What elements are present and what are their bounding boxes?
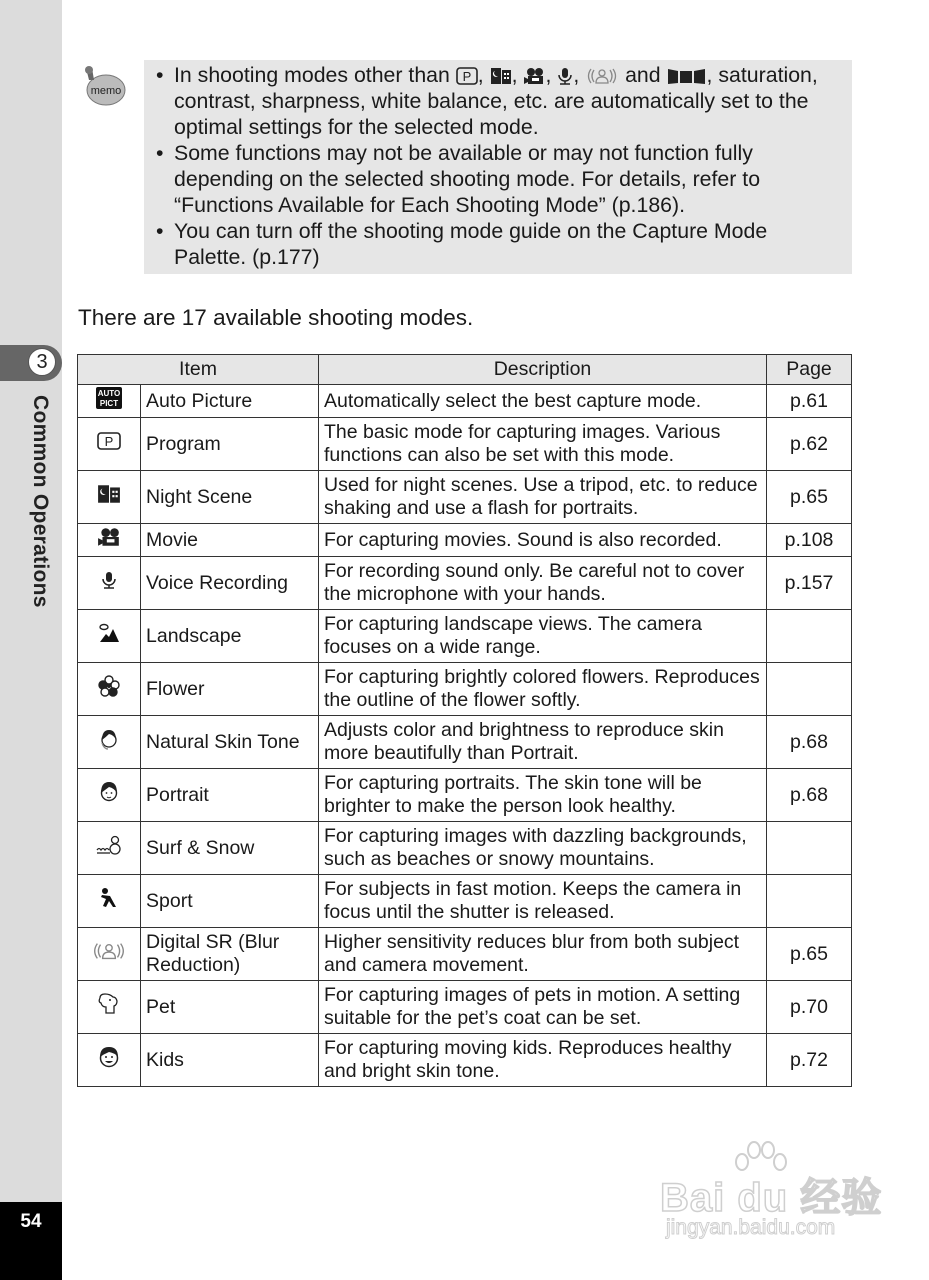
page-reference bbox=[767, 663, 852, 716]
surf-snow-icon bbox=[96, 834, 122, 856]
mode-name: Pet bbox=[141, 981, 319, 1034]
pet-icon bbox=[97, 993, 121, 1015]
memo-bullet-1: • In shooting modes other than P , , , , and , saturation, contrast, sharpness, white balance, etc. are automatically set to the optimal settings for the selected mode. bbox=[154, 62, 844, 140]
mode-description: For subjects in fast motion. Keeps the camera in focus until the shutter is released. bbox=[319, 875, 767, 928]
mode-name: Surf & Snow bbox=[141, 822, 319, 875]
portrait-icon bbox=[99, 781, 119, 803]
natural-skin-tone-icon bbox=[99, 728, 119, 750]
night-scene-icon bbox=[97, 484, 121, 504]
svg-text:PICT: PICT bbox=[99, 399, 119, 408]
digital-sr-icon bbox=[585, 67, 619, 85]
table-row bbox=[78, 981, 852, 1034]
memo-icon bbox=[82, 66, 126, 108]
page-reference[interactable]: p.65 bbox=[767, 471, 852, 524]
table-row bbox=[78, 822, 852, 875]
header-page: Page bbox=[767, 355, 852, 385]
memo-bullet-3: • You can turn off the shooting mode guide on the Capture Mode Palette. (p.177) bbox=[154, 218, 844, 270]
header-description: Description bbox=[319, 355, 767, 385]
table-row bbox=[78, 610, 852, 663]
baidu-watermark bbox=[660, 1140, 890, 1250]
sport-icon bbox=[98, 887, 120, 909]
program-mode-icon bbox=[456, 67, 478, 85]
watermark-url: jingyan.baidu.com bbox=[666, 1216, 836, 1239]
table-row bbox=[78, 663, 852, 716]
mode-description: Adjusts color and brightness to reproduce skin more beautifully than Portrait. bbox=[319, 716, 767, 769]
page-reference bbox=[767, 822, 852, 875]
table-row bbox=[78, 769, 852, 822]
shooting-modes-table bbox=[77, 354, 852, 1087]
page-reference[interactable]: p.68 bbox=[767, 769, 852, 822]
header-item: Item bbox=[78, 355, 319, 385]
mode-name: Kids bbox=[141, 1034, 319, 1087]
mode-name: Landscape bbox=[141, 610, 319, 663]
table-row bbox=[78, 418, 852, 471]
kids-icon bbox=[98, 1046, 120, 1068]
page-reference[interactable]: p.72 bbox=[767, 1034, 852, 1087]
mode-description: For capturing portraits. The skin tone will be brighter to make the person look healthy. bbox=[319, 769, 767, 822]
mode-name: Natural Skin Tone bbox=[141, 716, 319, 769]
chapter-number: 3 bbox=[28, 348, 56, 376]
watermark-brand: Bai du 经验 bbox=[660, 1176, 883, 1220]
movie-icon bbox=[523, 67, 545, 85]
flower-icon bbox=[98, 675, 120, 697]
movie-icon bbox=[97, 527, 121, 547]
mode-description: For capturing movies. Sound is also recorded. bbox=[319, 524, 767, 557]
page-reference bbox=[767, 610, 852, 663]
mode-description: Automatically select the best capture mode. bbox=[319, 385, 767, 418]
mode-description: For capturing landscape views. The camera focuses on a wide range. bbox=[319, 610, 767, 663]
mode-description: Used for night scenes. Use a tripod, etc. to reduce shaking and use a flash for portraits. bbox=[319, 471, 767, 524]
mode-description: For recording sound only. Be careful not to cover the microphone with your hands. bbox=[319, 557, 767, 610]
microphone-icon bbox=[101, 570, 117, 590]
mode-description: The basic mode for capturing images. Various functions can also be set with this mode. bbox=[319, 418, 767, 471]
chapter-sidebar bbox=[0, 0, 62, 1280]
mode-name: Auto Picture bbox=[141, 385, 319, 418]
table-row bbox=[78, 716, 852, 769]
table-row bbox=[78, 471, 852, 524]
chapter-title: Common Operations bbox=[29, 395, 52, 608]
table-row bbox=[78, 928, 852, 981]
svg-text:P: P bbox=[104, 434, 114, 449]
svg-text:memo: memo bbox=[90, 85, 122, 97]
table-row bbox=[78, 524, 852, 557]
table-row bbox=[78, 875, 852, 928]
table-row bbox=[78, 557, 852, 610]
mode-description: Higher sensitivity reduces blur from both subject and camera movement. bbox=[319, 928, 767, 981]
mode-name: Digital SR (Blur Reduction) bbox=[141, 928, 319, 981]
table-row bbox=[78, 385, 852, 418]
memo-bullet-2: • Some functions may not be available or may not function fully depending on the selected shooting mode. For details, refer to “Functions Available for Each Shooting Mode” (p.186). bbox=[154, 140, 844, 218]
mode-description: For capturing brightly colored flowers. Reproduces the outline of the flower softly. bbox=[319, 663, 767, 716]
mode-name: Program bbox=[141, 418, 319, 471]
page-reference[interactable]: p.108 bbox=[767, 524, 852, 557]
program-icon bbox=[97, 432, 121, 450]
frame-composite-icon bbox=[667, 67, 707, 85]
mode-name: Portrait bbox=[141, 769, 319, 822]
svg-text:P: P bbox=[462, 69, 472, 84]
auto-picture-icon bbox=[96, 387, 122, 409]
table-header-row bbox=[78, 355, 852, 385]
intro-text: There are 17 available shooting modes. bbox=[78, 305, 474, 330]
memo-bullet-1-suffix: saturation, contrast, sharpness, white balance, etc. are automatically set to the optimal settings for the selected mode. bbox=[174, 63, 818, 139]
memo-list bbox=[154, 62, 844, 270]
page-reference bbox=[767, 875, 852, 928]
mode-name: Voice Recording bbox=[141, 557, 319, 610]
svg-text:AUTO: AUTO bbox=[97, 389, 121, 398]
digital-sr-icon bbox=[91, 941, 127, 961]
page-number: 54 bbox=[20, 1211, 42, 1232]
mode-description: For capturing moving kids. Reproduces healthy and bright skin tone. bbox=[319, 1034, 767, 1087]
mode-name: Flower bbox=[141, 663, 319, 716]
mode-description: For capturing images with dazzling backgrounds, such as beaches or snowy mountains. bbox=[319, 822, 767, 875]
page-reference[interactable]: p.157 bbox=[767, 557, 852, 610]
landscape-icon bbox=[98, 623, 120, 643]
page-reference[interactable]: p.61 bbox=[767, 385, 852, 418]
memo-box bbox=[144, 60, 852, 274]
mode-name: Movie bbox=[141, 524, 319, 557]
page-reference[interactable]: p.68 bbox=[767, 716, 852, 769]
memo-bullet-1-connector: and bbox=[625, 63, 667, 87]
page-reference[interactable]: p.70 bbox=[767, 981, 852, 1034]
page-reference[interactable]: p.62 bbox=[767, 418, 852, 471]
night-scene-icon bbox=[490, 67, 512, 85]
page-reference[interactable]: p.65 bbox=[767, 928, 852, 981]
memo-bullet-1-prefix: In shooting modes other than bbox=[174, 63, 456, 87]
mode-name: Night Scene bbox=[141, 471, 319, 524]
mode-description: For capturing images of pets in motion. A setting suitable for the pet’s coat can be set. bbox=[319, 981, 767, 1034]
voice-recording-icon bbox=[557, 67, 573, 85]
mode-name: Sport bbox=[141, 875, 319, 928]
table-row bbox=[78, 1034, 852, 1087]
